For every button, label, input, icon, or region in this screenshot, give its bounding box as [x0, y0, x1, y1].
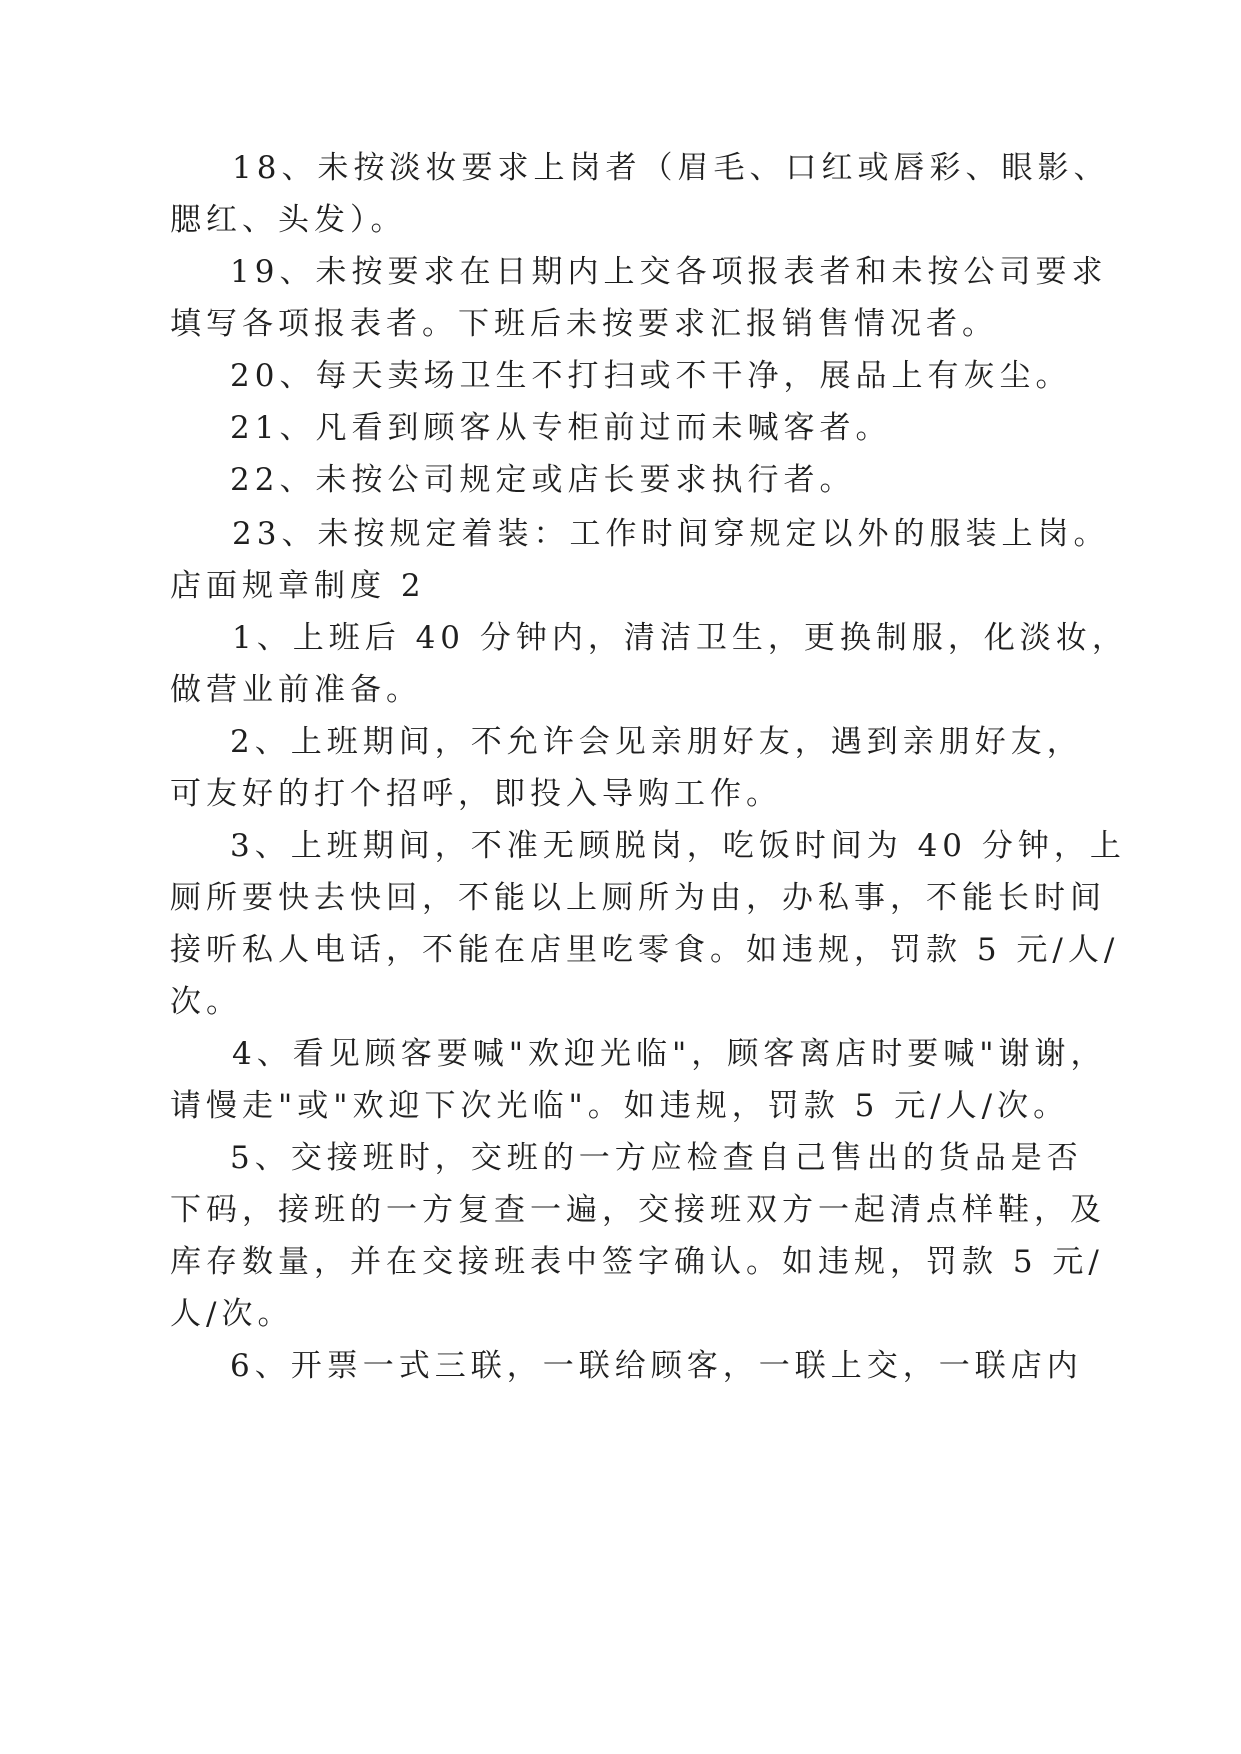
- rule-2-line-1: 2、上班期间，不允许会见亲朋好友，遇到亲朋好友，: [230, 724, 1083, 760]
- paragraph-22: 22、未按公司规定或店长要求执行者。: [230, 462, 856, 498]
- section-heading: 店面规章制度 2: [170, 568, 426, 604]
- paragraph-23: 23、未按规定着装：工作时间穿规定以外的服装上岗。: [232, 516, 1110, 552]
- paragraph-18-line-2: 腮红、头发）。: [170, 202, 407, 238]
- rule-4-line-2: 请慢走"或"欢迎下次光临"。如违规，罚款 5 元/人/次。: [170, 1088, 1070, 1124]
- rule-3-line-4: 次。: [170, 984, 242, 1020]
- paragraph-20: 20、每天卖场卫生不打扫或不干净，展品上有灰尘。: [230, 358, 1072, 394]
- rule-5-line-3: 库存数量，并在交接班表中签字确认。如违规，罚款 5 元/: [170, 1244, 1104, 1280]
- rule-5-line-4: 人/次。: [170, 1296, 294, 1332]
- rule-4-line-1: 4、看见顾客要喊"欢迎光临"，顾客离店时要喊"谢谢，: [232, 1036, 1107, 1072]
- rule-5-line-2: 下码，接班的一方复查一遍，交接班双方一起清点样鞋，及: [170, 1192, 1106, 1228]
- rule-2-line-2: 可友好的打个招呼，即投入导购工作。: [170, 776, 782, 812]
- rule-3-line-2: 厕所要快去快回，不能以上厕所为由，办私事，不能长时间: [170, 880, 1106, 916]
- paragraph-21: 21、凡看到顾客从专柜前过而未喊客者。: [230, 410, 892, 446]
- rule-5-line-1: 5、交接班时，交班的一方应检查自己售出的货品是否: [230, 1140, 1083, 1176]
- rule-6-line-1: 6、开票一式三联，一联给顾客，一联上交，一联店内: [230, 1348, 1083, 1384]
- rule-3-line-3: 接听私人电话，不能在店里吃零食。如违规，罚款 5 元/人/: [170, 932, 1120, 968]
- rule-3-line-1: 3、上班期间，不准无顾脱岗，吃饭时间为 40 分钟，上: [230, 828, 1126, 864]
- paragraph-19-line-1: 19、未按要求在日期内上交各项报表者和未按公司要求: [230, 254, 1108, 290]
- paragraph-19-line-2: 填写各项报表者。下班后未按要求汇报销售情况者。: [170, 306, 998, 342]
- paragraph-18-line-1: 18、未按淡妆要求上岗者（眉毛、口红或唇彩、眼影、: [232, 150, 1110, 186]
- rule-1-line-1: 1、上班后 40 分钟内，清洁卫生，更换制服，化淡妆，: [232, 620, 1128, 656]
- rule-1-line-2: 做营业前准备。: [170, 672, 422, 708]
